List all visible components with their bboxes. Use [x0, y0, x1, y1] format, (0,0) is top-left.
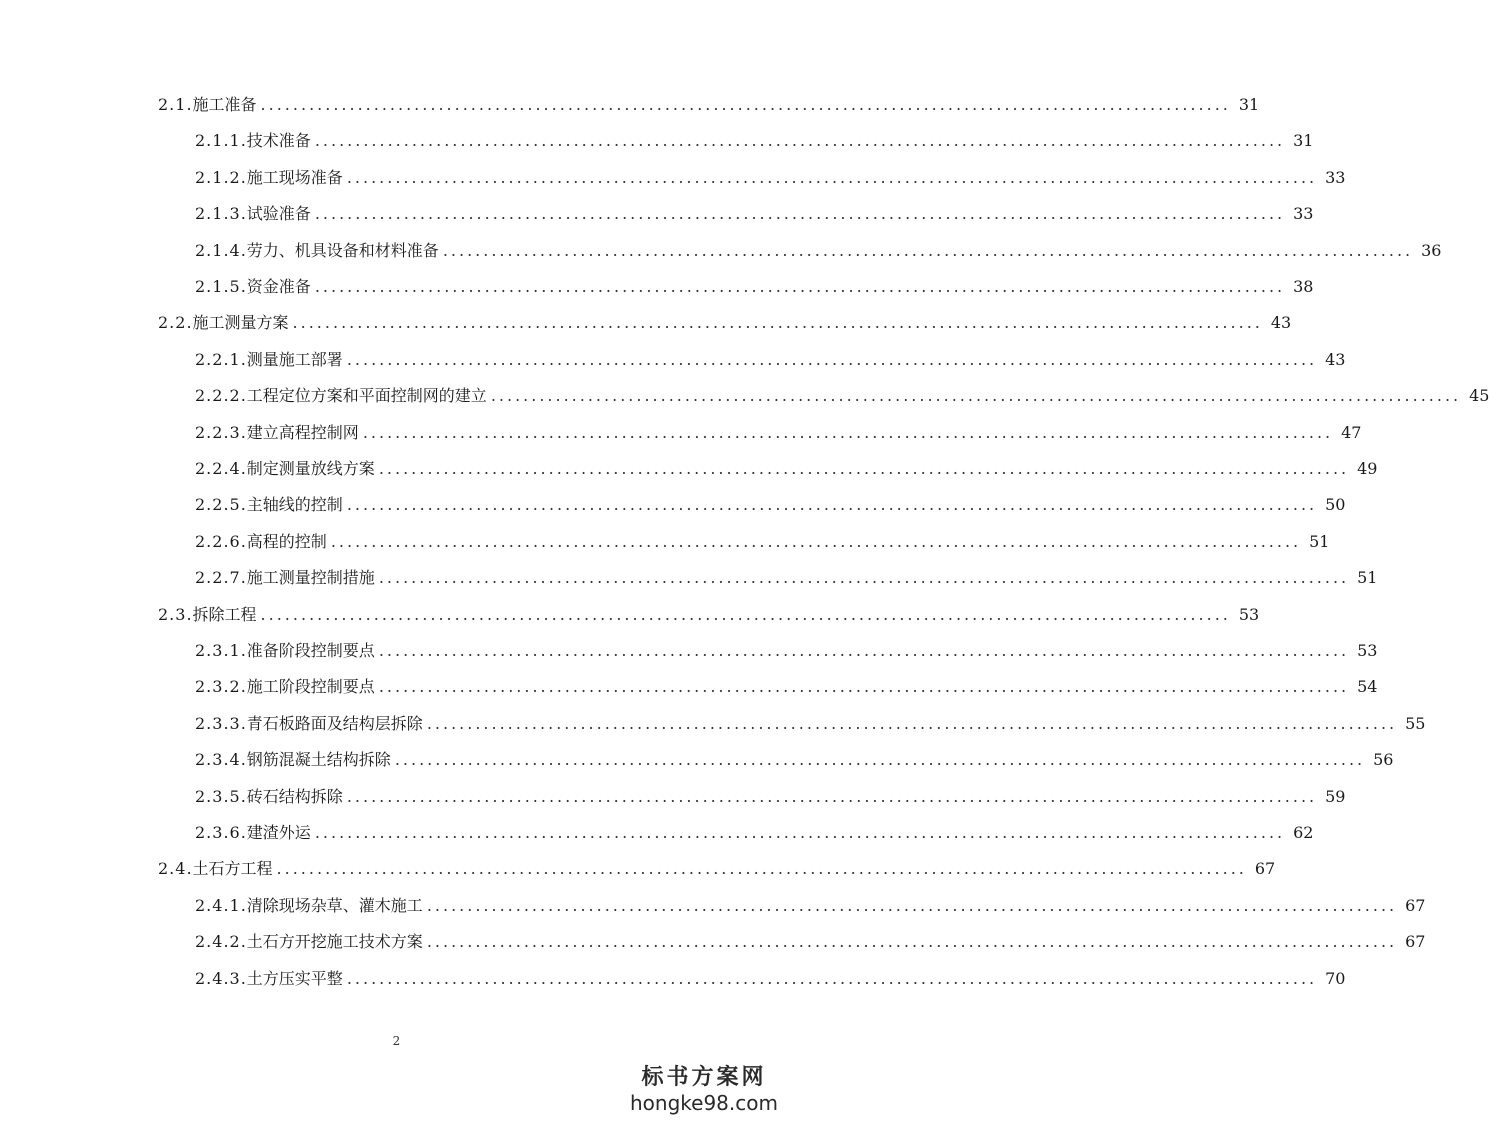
toc-entry[interactable] — [195, 199, 1314, 229]
toc-entry[interactable] — [195, 272, 1314, 302]
toc-entry[interactable] — [195, 490, 1346, 520]
toc-entry[interactable] — [195, 418, 1362, 448]
toc-leader-dots: ........................................................................................................................ — [260, 604, 1231, 624]
toc-entry-page: 47 — [1341, 422, 1362, 442]
toc-entry-title: 施工测量方案 — [192, 313, 289, 333]
toc-entry-page: 59 — [1325, 786, 1346, 806]
toc-entry-page: 50 — [1325, 495, 1346, 515]
toc-entry[interactable] — [195, 454, 1378, 484]
toc-entry-title: 测量施工部署 — [246, 349, 343, 369]
toc-entry-number: 2.2.6. — [195, 531, 247, 551]
toc-entry-number: 2.3.3. — [195, 713, 247, 733]
toc-entry-number: 2.3.2. — [195, 677, 247, 697]
toc-entry-page: 31 — [1238, 95, 1260, 114]
toc-entry-page: 43 — [1270, 313, 1292, 333]
toc-leader-dots: ........................................................................................................................ — [378, 677, 1350, 697]
toc-leader-dots: ........................................................................................................................ — [426, 932, 1398, 952]
toc-entry-number: 2.1.5. — [195, 277, 247, 296]
toc-entry[interactable] — [195, 818, 1314, 848]
toc-entry-number: 2.1.1. — [195, 131, 247, 151]
toc-entry[interactable] — [195, 891, 1426, 921]
toc-leader-dots: ........................................................................................................................ — [442, 240, 1414, 260]
toc-leader-dots: ........................................................................................................................ — [314, 204, 1286, 224]
toc-leader-dots: ........................................................................................................................ — [394, 750, 1366, 770]
toc-entry-page: 49 — [1357, 459, 1378, 478]
toc-leader-dots: ........................................................................................................................ — [378, 568, 1350, 588]
toc-entry[interactable] — [195, 563, 1378, 593]
toc-entry-page: 70 — [1325, 968, 1346, 988]
toc-entry-page: 54 — [1357, 677, 1378, 697]
toc-entry-number: 2.3.1. — [195, 641, 247, 660]
toc-entry[interactable] — [158, 90, 1260, 120]
toc-leader-dots: ........................................................................................................................ — [378, 459, 1350, 478]
toc-leader-dots: ........................................................................................................................ — [314, 131, 1286, 151]
toc-entry-page: 33 — [1325, 167, 1346, 187]
toc-entry[interactable] — [195, 672, 1378, 702]
toc-entry-number: 2.2.3. — [195, 422, 247, 442]
toc-entry-title: 准备阶段控制要点 — [246, 641, 375, 660]
toc-entry-page: 43 — [1325, 349, 1346, 369]
toc-entry-title: 土石方开挖施工技术方案 — [246, 932, 423, 952]
toc-entry[interactable] — [195, 636, 1378, 666]
toc-entry[interactable] — [195, 745, 1394, 775]
toc-entry-number: 2.1. — [158, 95, 193, 114]
toc-entry-page: 31 — [1293, 131, 1314, 151]
toc-entry[interactable] — [195, 964, 1346, 994]
toc-entry[interactable] — [195, 381, 1489, 411]
toc-entry-title: 清除现场杂草、灌木施工 — [246, 895, 423, 915]
toc-entry-page: 51 — [1309, 531, 1330, 551]
toc-leader-dots: ........................................................................................................................ — [292, 313, 1263, 333]
toc-leader-dots: ........................................................................................................................ — [378, 641, 1350, 660]
toc-entry-title: 资金准备 — [246, 277, 311, 296]
toc-entry-title: 钢筋混凝土结构拆除 — [246, 750, 391, 770]
toc-entry-number: 2.3.6. — [195, 823, 247, 842]
toc-entry-title: 主轴线的控制 — [246, 495, 343, 515]
toc-entry-number: 2.2. — [158, 313, 193, 333]
toc-entry[interactable] — [195, 345, 1346, 375]
toc-leader-dots: ........................................................................................................................ — [346, 968, 1318, 988]
toc-entry-page: 33 — [1293, 204, 1314, 224]
toc-leader-dots: ........................................................................................................................ — [426, 895, 1398, 915]
toc-entry-page: 67 — [1405, 895, 1426, 915]
toc-entry-number: 2.2.5. — [195, 495, 247, 515]
toc-leader-dots: ........................................................................................................................ — [276, 859, 1247, 879]
toc-entry-page: 51 — [1357, 568, 1378, 588]
toc-leader-dots: ........................................................................................................................ — [314, 277, 1286, 296]
toc-entry-title: 施工测量控制措施 — [246, 568, 375, 588]
toc-entry-number: 2.1.4. — [195, 240, 247, 260]
toc-entry-title: 劳力、机具设备和材料准备 — [246, 240, 439, 260]
toc-entry-title: 青石板路面及结构层拆除 — [246, 713, 423, 733]
toc-entry[interactable] — [195, 236, 1442, 266]
toc-entry-page: 55 — [1405, 713, 1426, 733]
toc-entry-page: 67 — [1405, 932, 1426, 952]
toc-entry-number: 2.2.4. — [195, 459, 247, 478]
toc-entry[interactable] — [195, 126, 1314, 156]
toc-entry-number: 2.4.2. — [195, 932, 247, 952]
toc-entry-number: 2.4.3. — [195, 968, 247, 988]
toc-entry-page: 45 — [1469, 386, 1489, 406]
toc-entry[interactable] — [158, 854, 1276, 884]
toc-entry-page: 56 — [1373, 750, 1394, 770]
toc-entry-title: 建渣外运 — [246, 823, 311, 842]
toc-entry-number: 2.3.4. — [195, 750, 247, 770]
toc-leader-dots: ........................................................................................................................ — [490, 386, 1462, 406]
toc-leader-dots: ........................................................................................................................ — [260, 95, 1231, 114]
watermark-url: hongke98.com — [630, 1091, 778, 1115]
toc-entry-page: 53 — [1238, 604, 1260, 624]
toc-entry-number: 2.2.1. — [195, 349, 247, 369]
toc-entry-number: 2.2.7. — [195, 568, 247, 588]
toc-entry-number: 2.4. — [158, 859, 193, 879]
toc-entry-page: 53 — [1357, 641, 1378, 660]
toc-entry-title: 建立高程控制网 — [246, 422, 359, 442]
toc-entry[interactable] — [195, 782, 1346, 812]
toc-entry-title: 土方压实平整 — [246, 968, 343, 988]
toc-entry[interactable] — [195, 927, 1426, 957]
toc-entry-number: 2.3. — [158, 604, 193, 624]
toc-entry-number: 2.1.2. — [195, 167, 247, 187]
toc-entry-page: 67 — [1254, 859, 1276, 879]
toc-entry[interactable] — [195, 527, 1330, 557]
toc-entry-number: 2.4.1. — [195, 895, 247, 915]
toc-entry-title: 制定测量放线方案 — [246, 459, 375, 478]
toc-entry-number: 2.1.3. — [195, 204, 247, 224]
toc-leader-dots: ........................................................................................................................ — [362, 422, 1334, 442]
toc-leader-dots: ........................................................................................................................ — [346, 786, 1318, 806]
toc-leader-dots: ........................................................................................................................ — [346, 167, 1318, 187]
toc-entry-title: 施工阶段控制要点 — [246, 677, 375, 697]
toc-entry-number: 2.2.2. — [195, 386, 247, 406]
page-number: 2 — [392, 1034, 401, 1048]
toc-entry-page: 38 — [1293, 277, 1314, 296]
toc-leader-dots: ........................................................................................................................ — [346, 349, 1318, 369]
toc-entry[interactable] — [195, 709, 1426, 739]
toc-entry-title: 施工准备 — [192, 95, 257, 114]
toc-entry[interactable] — [195, 163, 1346, 193]
site-watermark — [629, 1064, 779, 1114]
toc-entry-title: 工程定位方案和平面控制网的建立 — [246, 386, 487, 406]
toc-leader-dots: ........................................................................................................................ — [330, 531, 1302, 551]
toc-entry[interactable] — [158, 600, 1260, 630]
toc-entry[interactable] — [158, 308, 1292, 338]
toc-leader-dots: ........................................................................................................................ — [426, 713, 1398, 733]
watermark-name: 标书方案网 — [641, 1065, 767, 1090]
toc-entry-title: 砖石结构拆除 — [246, 786, 343, 806]
toc-entry-title: 施工现场准备 — [246, 167, 343, 187]
toc-entry-title: 土石方工程 — [192, 859, 273, 879]
toc-entry-title: 拆除工程 — [192, 604, 257, 624]
toc-entry-title: 试验准备 — [246, 204, 311, 224]
toc-entry-page: 36 — [1421, 240, 1442, 260]
toc-entry-number: 2.3.5. — [195, 786, 247, 806]
toc-entry-title: 技术准备 — [246, 131, 311, 151]
toc-leader-dots: ........................................................................................................................ — [346, 495, 1318, 515]
toc-entry-title: 高程的控制 — [246, 531, 327, 551]
toc-leader-dots: ........................................................................................................................ — [314, 823, 1286, 842]
toc-entry-page: 62 — [1293, 823, 1314, 842]
